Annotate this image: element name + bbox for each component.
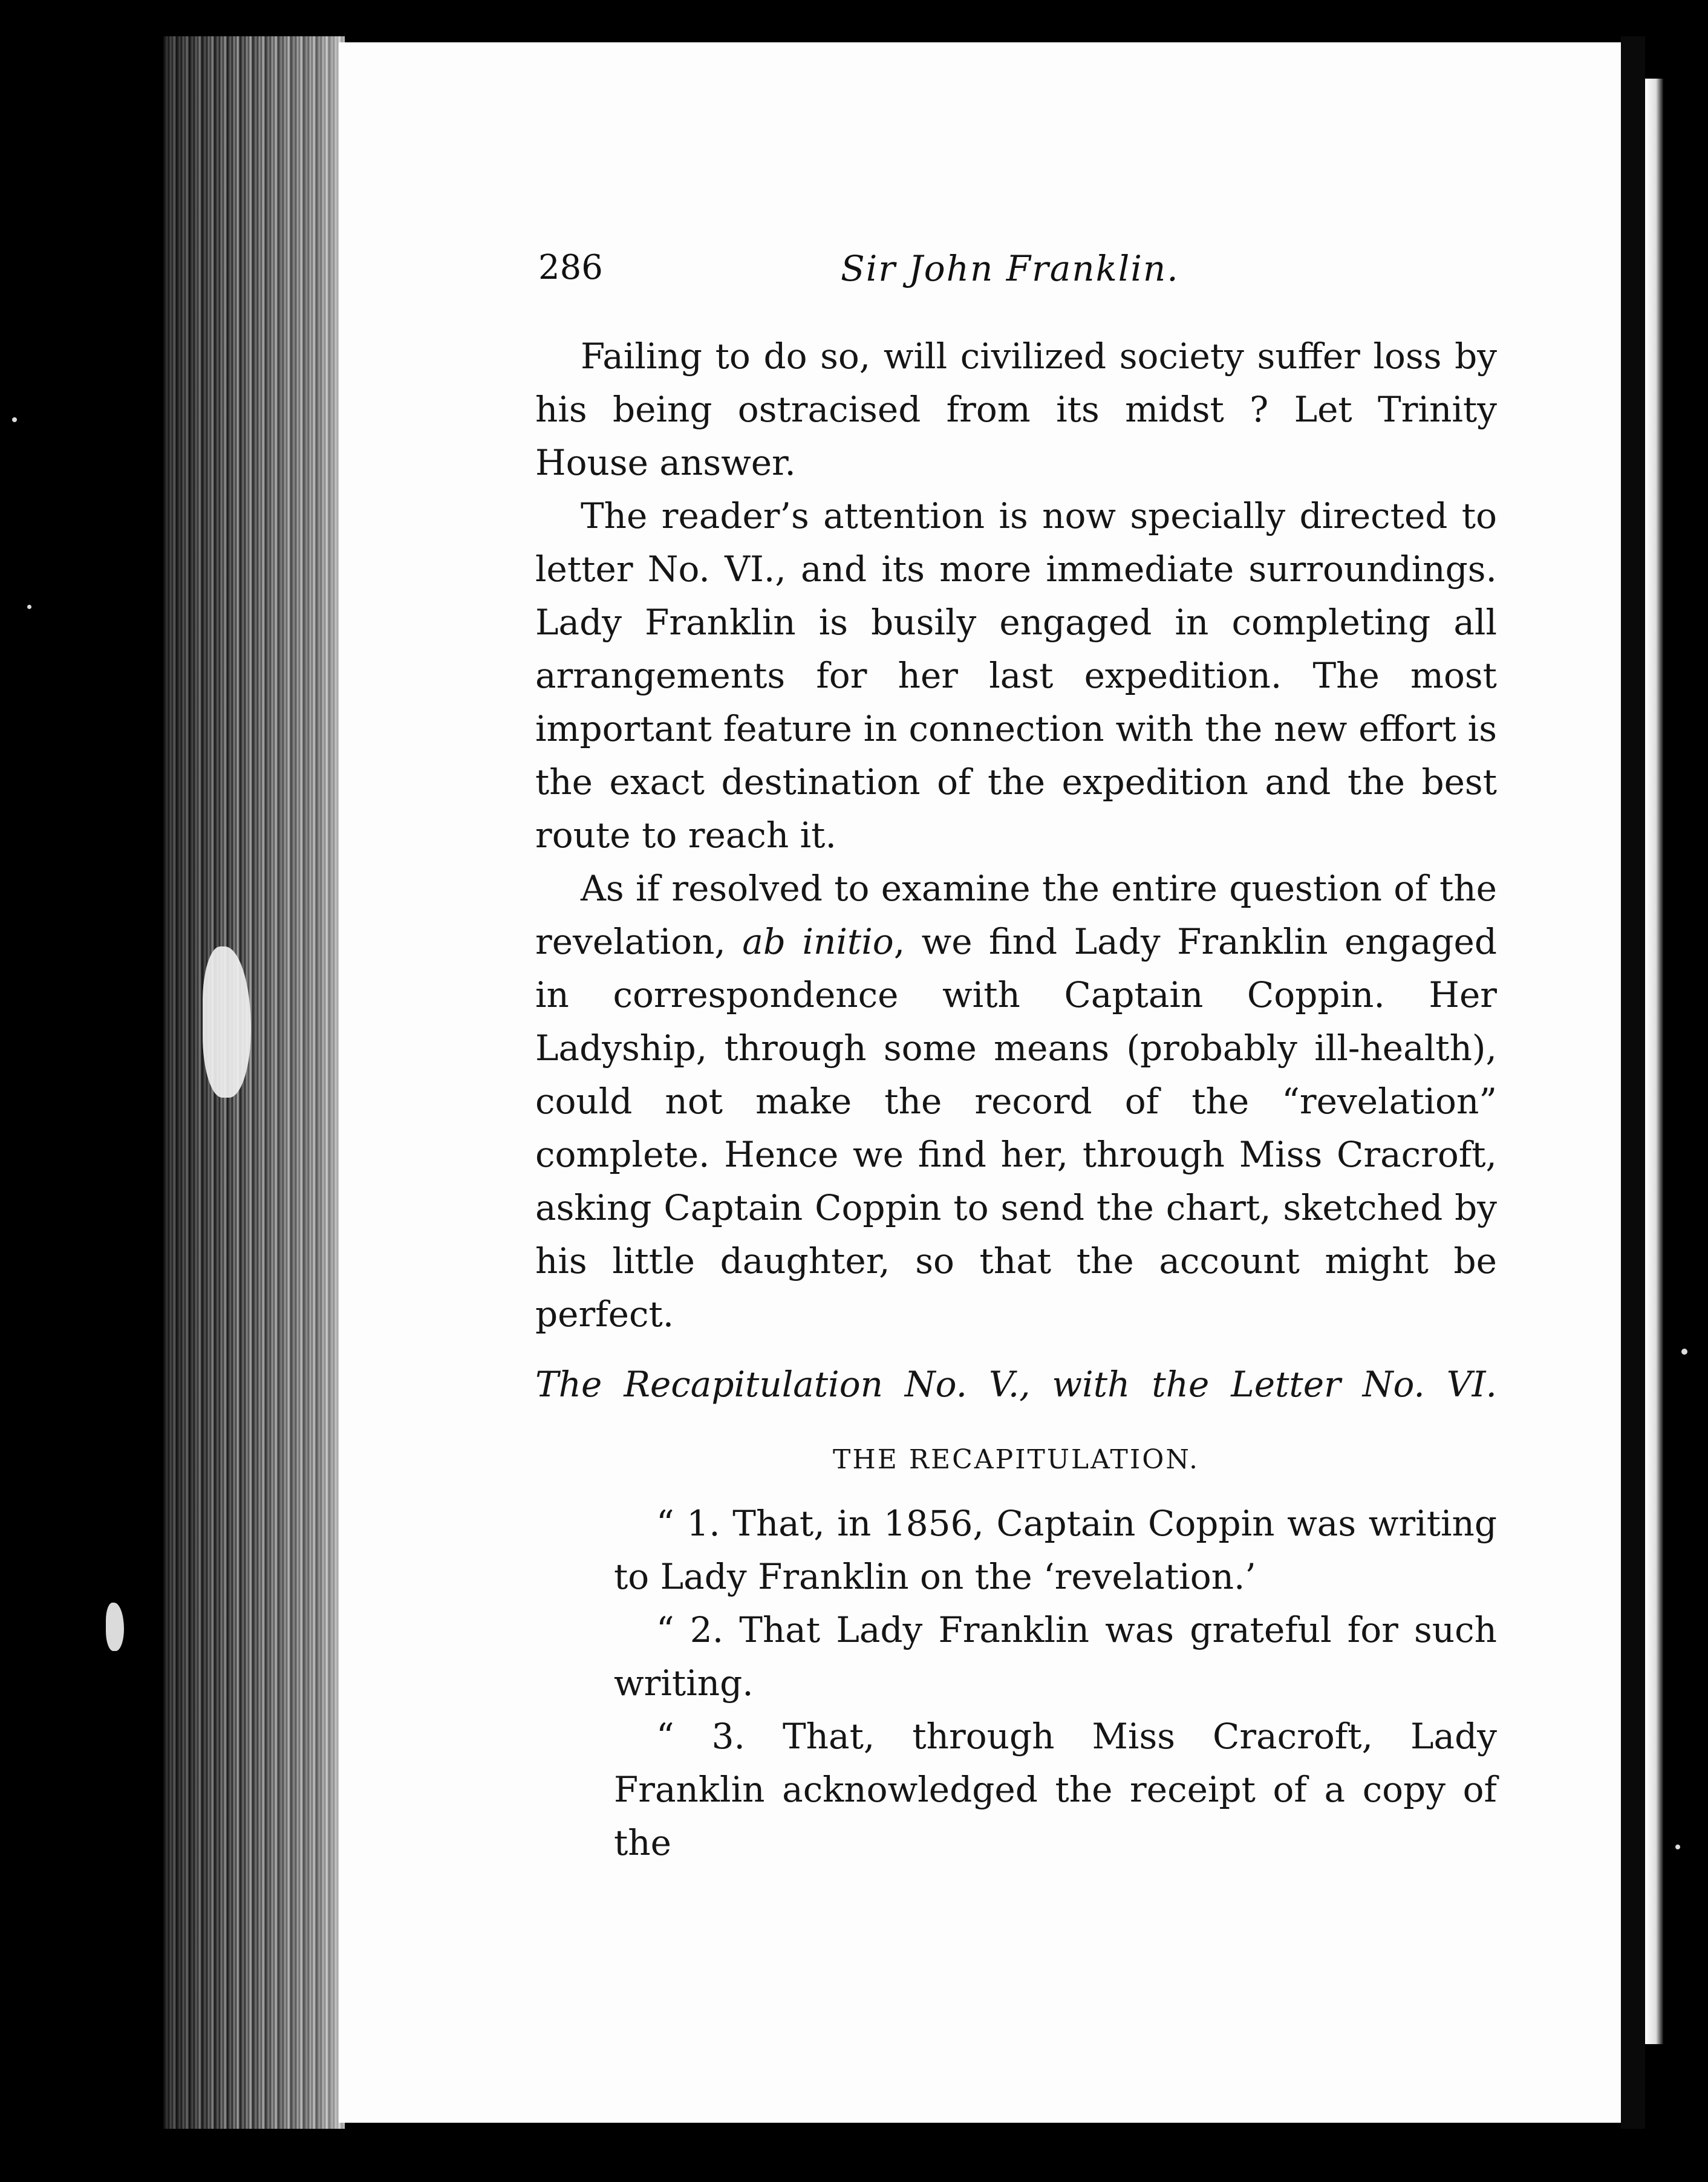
book-page-edges bbox=[163, 36, 345, 2129]
right-page-shadow bbox=[1621, 36, 1645, 2129]
dust-speck bbox=[1675, 1845, 1680, 1849]
paragraph bbox=[535, 862, 1497, 1341]
paragraph-text: , we find Lady Franklin engaged in correspondence with Captain Coppin. Her Ladyship, through some means (probably ill-health), could not make the record of the “revelation” complete. Hence we find her, through Miss Cracroft, asking Captain Coppin to send the chart, sketched by his little daughter, so that the account might be perfect. bbox=[535, 921, 1498, 1335]
running-header bbox=[538, 248, 1494, 302]
recap-item: “ 2. That Lady Franklin was grateful for such writing. bbox=[614, 1609, 1497, 1704]
paragraph: Failing to do so, will civilized society suffer loss by his being ostracised from its midst ? Let Trinity House answer. bbox=[535, 336, 1497, 483]
paragraph-text: As if resolved to examine the entire question of the revelation, bbox=[535, 868, 1497, 962]
body-text bbox=[535, 330, 1497, 1341]
dust-speck bbox=[27, 605, 31, 609]
recap-item: “ 3. That, through Miss Cracroft, Lady Franklin acknowledged the receipt of a copy of the bbox=[614, 1716, 1497, 1863]
next-page-edge bbox=[1645, 79, 1663, 2044]
latin-phrase: ab initio bbox=[742, 921, 894, 962]
dust-speck bbox=[12, 417, 17, 422]
section-heading: THE RECAPITULATION. bbox=[833, 1444, 1199, 1475]
running-title: Sir John Franklin. bbox=[841, 248, 1179, 289]
section-subheading: The Recapitulation No. V., with the Letter No. VI. bbox=[535, 1364, 1497, 1405]
recap-item: “ 1. That, in 1856, Captain Coppin was writing to Lady Franklin on the ‘revelation.’ bbox=[614, 1503, 1497, 1597]
recapitulation-list bbox=[614, 1497, 1497, 1869]
page-stain bbox=[106, 1603, 124, 1651]
paragraph: The reader’s attention is now specially directed to letter No. VI., and its more immediate surroundings. Lady Franklin is busily engaged in completing all arrangements for her last expedition. The most important feature in connection with the new effort is the exact destination of the expedition and the best route to reach it. bbox=[535, 495, 1497, 856]
page-number: 286 bbox=[538, 248, 603, 287]
dust-speck bbox=[1681, 1349, 1687, 1355]
